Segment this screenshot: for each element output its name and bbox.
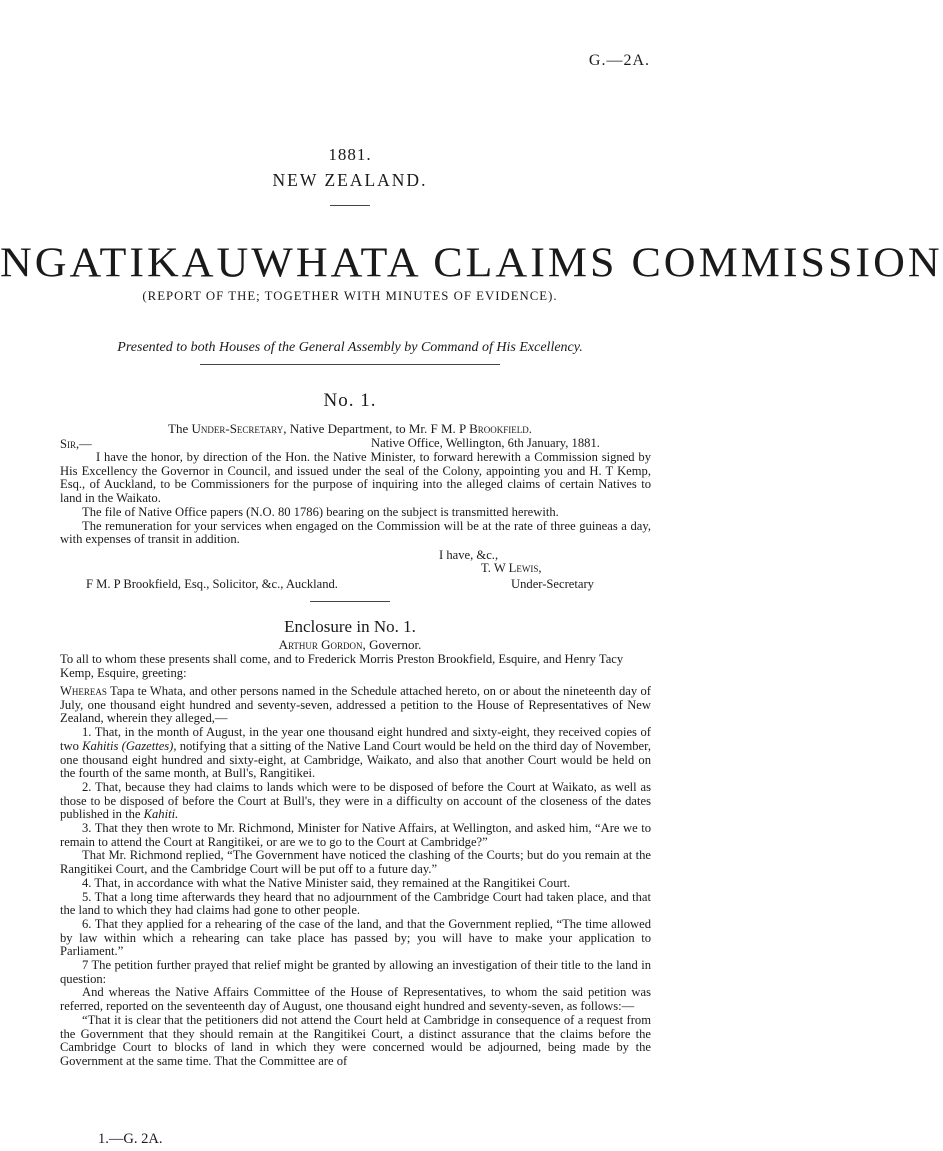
whereas-paragraph: Whereas Tapa te Whata, and other persons named in the Schedule attached hereto, on or about the nineteenth day of July, one thousand eight hundred and seventy-seven, addressed a petition to the House of Representatives of New Zealand, wherein they alleged,— <box>60 684 651 726</box>
divider-1 <box>200 364 500 365</box>
letter-paragraph-1: I have the honor, by direction of the Hon. the Native Minister, to forward herewith a Commission signed by His Excellency the Governor in Council, and issued under the seal of the Colony, appointing you and H. T Kemp, Esq., of Auckland, to be Commissioners for the purpose of inquiring into the alleged claims of certain Natives to land in the Waikato. <box>60 450 651 506</box>
year: 1881. <box>328 145 372 164</box>
presented-line: Presented to both Houses of the General Assembly by Command of His Excellency. <box>117 340 583 355</box>
item-2: 2. That, because they had claims to lands which were to be disposed of before the Court at Waikato, as well as those to be disposed of before the Court at Bull's, they were in a difficulty on account of the closeness of the dates published in the Kahiti. <box>60 779 651 822</box>
enclosure-heading: Enclosure in No. 1. <box>284 617 416 636</box>
salutation: Sir,— <box>60 437 92 451</box>
committee-paragraph: And whereas the Native Affairs Committee of the House of Representatives, to whom the said petition was referred, reported on the seventeenth day of August, one thousand eight hundred and seventy-seven, as follows:— <box>60 985 651 1014</box>
item-5: 5. That a long time afterwards they heard that no adjournment of the Cambridge Court had taken place, and that the land to which they had claims had gone to other people. <box>60 889 651 918</box>
item-6: 6. That they applied for a rehearing of the case of the land, and that the Government replied, “The time allowed by law within which a rehearing can take place has passed by; you will have to make your application to Parliament.” <box>60 916 651 959</box>
commission-title: NGATIKAUWHATA CLAIMS COMMISSION <box>0 239 943 286</box>
divider-2 <box>310 601 390 602</box>
governor-line: Arthur Gordon, Governor. <box>278 637 422 652</box>
short-divider <box>330 205 370 206</box>
letter-body <box>60 451 651 547</box>
addressee: F M. P Brookfield, Esq., Solicitor, &c., Auckland. <box>86 577 338 591</box>
enclosure-body <box>60 685 651 1069</box>
letter-paragraph-3: The remuneration for your services when engaged on the Commission will be at the rate of three guineas a day, with expenses of transit in addition. <box>60 518 651 547</box>
place-date: Native Office, Wellington, 6th January, 1881. <box>371 436 600 450</box>
closing: I have, &c., <box>439 548 499 562</box>
signer-title: Under-Secretary <box>511 577 594 591</box>
signer-name: T. W Lewis, <box>481 561 542 575</box>
item-7: 7 The petition further prayed that relief might be granted by allowing an investigation of their title to the land in question: <box>60 958 651 986</box>
item-3-reply: That Mr. Richmond replied, “The Government have noticed the clashing of the Courts; but do you remain at the Rangitikei Court, and the Cambridge Court will be put off to a future day.” <box>60 848 651 877</box>
country: NEW ZEALAND. <box>272 170 428 190</box>
committee-report-quote: “That it is clear that the petitioners did not attend the Court held at Cambridge in consequence of a request from the Government that they should remain at the Rangitikei Court, a distinct assurance that the claims before the Cambridge Court to blocks of land in which they were concerned would be adjourned, being made by the Government at the same time. That the Committee are of <box>60 1012 651 1068</box>
letter-paragraph-2: The file of Native Office papers (N.O. 80 1786) bearing on the subject is transmitted herewith. <box>82 504 559 519</box>
letter-heading: No. 1. <box>323 390 377 411</box>
document-code: G.—2A. <box>588 52 650 69</box>
item-1: 1. That, in the month of August, in the year one thousand eight hundred and sixty-eight, they received copies of two Kahitis (Gazettes), notifying that a sitting of the Native Land Court would be held on the third day of November, one thousand eight hundred and sixty-eight, at Cambridge, Waikato, and also that another Court would be held on the fourth of the same month, at Bull's, Rangitikei. <box>60 725 651 781</box>
item-4: 4. That, in accordance with what the Native Minister said, they remained at the Rangitikei Court. <box>82 875 571 890</box>
commission-subtitle: (REPORT OF THE; TOGETHER WITH MINUTES OF EVIDENCE). <box>142 289 558 303</box>
letter-from-line: The Under-Secretary, Native Department, to Mr. F M. P Brookfield. <box>168 421 532 436</box>
page-reference: 1.—G. 2A. <box>98 1131 163 1147</box>
enclosure-intro <box>60 653 651 680</box>
item-3: 3. That they then wrote to Mr. Richmond, Minister for Native Affairs, at Wellington, and asked him, “Are we to remain to attend the Court at Rangitikei, or are we to go to the Court at Cambridge?” <box>60 821 651 849</box>
intro-paragraph: To all to whom these presents shall come, and to Frederick Morris Preston Brookfield, Esquire, and Henry Tacy Kemp, Esquire, greeting: <box>60 652 624 680</box>
